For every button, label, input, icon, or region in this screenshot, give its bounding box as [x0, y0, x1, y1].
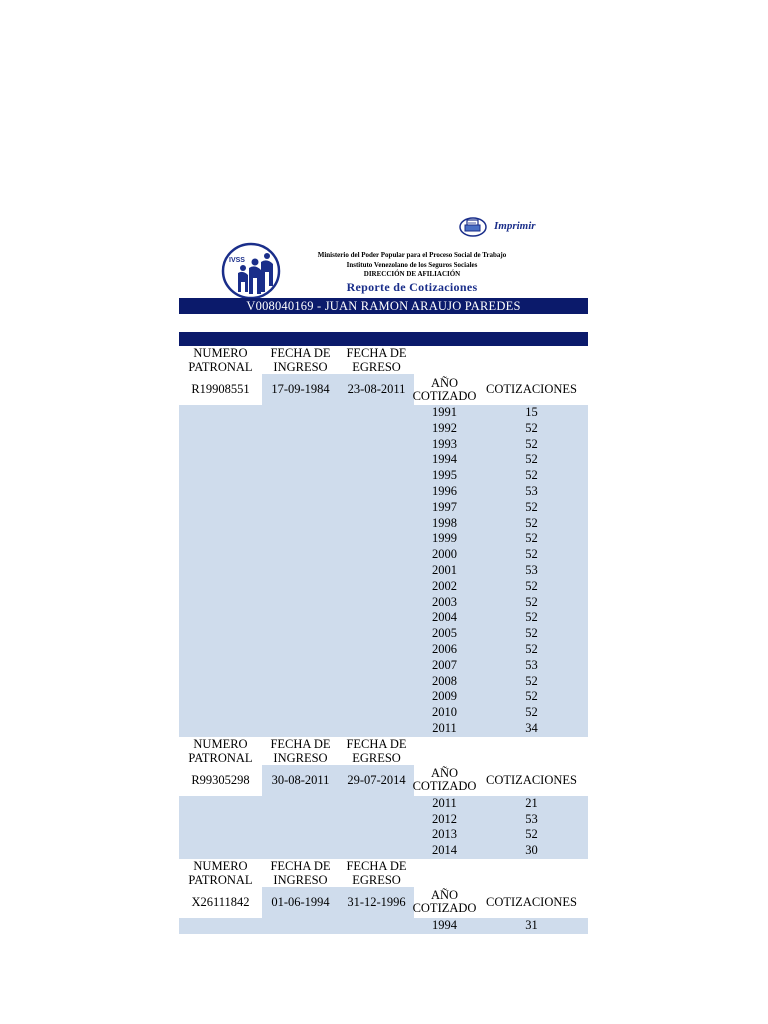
- year-row: [414, 405, 588, 421]
- employer-block: [179, 346, 588, 737]
- person-name-bar: V008040169 - JUAN RAMON ARAUJO PAREDES: [179, 298, 588, 314]
- divider-bar: [179, 332, 588, 346]
- numero-patronal: R99305298: [191, 772, 250, 787]
- year-cell: 2002: [432, 578, 457, 593]
- year-cell: 2006: [432, 641, 457, 656]
- year-row: [414, 516, 588, 532]
- count-cell: 52: [525, 673, 538, 688]
- year-row: [414, 796, 588, 812]
- year-cell: 1994: [432, 452, 457, 467]
- year-cell: 2005: [432, 626, 457, 641]
- years-list: [179, 796, 588, 859]
- year-cell: 2013: [432, 827, 457, 842]
- employer-block: [179, 737, 588, 859]
- ivss-logo: [221, 242, 281, 300]
- count-cell: 52: [525, 689, 538, 704]
- year-cell: 2010: [432, 705, 457, 720]
- employer-row: [179, 765, 588, 796]
- count-cell: 52: [525, 452, 538, 467]
- year-cell: 1999: [432, 531, 457, 546]
- year-cell: 2009: [432, 689, 457, 704]
- count-cell: 53: [525, 811, 538, 826]
- count-cell: 21: [525, 795, 538, 810]
- fecha-egreso-header: FECHA DE EGRESO: [346, 346, 407, 374]
- year-cell: 2012: [432, 811, 457, 826]
- year-row: [414, 610, 588, 626]
- ano-cotizado-header: AÑO COTIZADO: [412, 888, 477, 916]
- year-row: [414, 658, 588, 674]
- year-row: [414, 674, 588, 690]
- cotizaciones-header: COTIZACIONES: [486, 382, 577, 396]
- employer-row: [179, 887, 588, 918]
- employer-row: [179, 374, 588, 405]
- year-row: [414, 595, 588, 611]
- fecha-ingreso: 17-09-1984: [262, 374, 339, 405]
- fecha-egreso-header: FECHA DE EGRESO: [346, 736, 407, 765]
- count-cell: 52: [525, 499, 538, 514]
- count-cell: 52: [525, 626, 538, 641]
- count-cell: 52: [525, 827, 538, 842]
- fecha-egreso: 31-12-1996: [339, 887, 414, 918]
- employer-header-row: [179, 737, 588, 765]
- year-row: [414, 642, 588, 658]
- year-cell: 1996: [432, 483, 457, 498]
- count-cell: 52: [525, 547, 538, 562]
- count-cell: 52: [525, 578, 538, 593]
- ano-cotizado-header: AÑO COTIZADO: [412, 766, 477, 794]
- year-cell: 2007: [432, 657, 457, 672]
- years-list: [179, 918, 588, 934]
- year-row: [414, 531, 588, 547]
- count-cell: 52: [525, 515, 538, 530]
- year-row: [414, 421, 588, 437]
- print-button[interactable]: [458, 214, 536, 238]
- cotizaciones-header: COTIZACIONES: [486, 772, 577, 787]
- fecha-egreso: 23-08-2011: [339, 374, 414, 405]
- numero-patronal: R19908551: [191, 382, 250, 396]
- fecha-ingreso-header: FECHA DE INGRESO: [270, 858, 331, 887]
- year-cell: 1997: [432, 499, 457, 514]
- count-cell: 52: [525, 641, 538, 656]
- year-row: [414, 579, 588, 595]
- fecha-ingreso-header: FECHA DE INGRESO: [270, 736, 331, 765]
- numero-patronal-header: NUMERO PATRONAL: [188, 346, 253, 374]
- count-cell: 53: [525, 562, 538, 577]
- year-row: [414, 843, 588, 859]
- year-row: [414, 563, 588, 579]
- year-row: [414, 484, 588, 500]
- count-cell: 31: [525, 917, 538, 932]
- year-row: [414, 705, 588, 721]
- printer-icon: [458, 214, 492, 238]
- fecha-egreso: 29-07-2014: [339, 765, 414, 796]
- fecha-ingreso: 30-08-2011: [262, 765, 339, 796]
- year-row: [414, 812, 588, 828]
- employer-header-row: [179, 346, 588, 374]
- year-cell: 2014: [432, 843, 457, 858]
- year-rows: [414, 796, 588, 859]
- fecha-ingreso: 01-06-1994: [262, 887, 339, 918]
- years-list: [179, 405, 588, 737]
- year-cell: 1998: [432, 515, 457, 530]
- employer-block: [179, 859, 588, 934]
- year-cell: 2011: [432, 720, 457, 735]
- ano-cotizado-header: AÑO COTIZADO: [412, 375, 477, 403]
- count-cell: 30: [525, 843, 538, 858]
- numero-patronal-header: NUMERO PATRONAL: [188, 736, 253, 765]
- fecha-egreso-header: FECHA DE EGRESO: [346, 858, 407, 887]
- year-rows: [414, 405, 588, 737]
- year-row: [414, 500, 588, 516]
- year-cell: 1995: [432, 468, 457, 483]
- year-cell: 2003: [432, 594, 457, 609]
- year-row: [414, 827, 588, 843]
- year-row: [414, 547, 588, 563]
- institute-line: Instituto Venezolano de los Seguros Sociales: [346, 260, 478, 269]
- count-cell: 52: [525, 420, 538, 435]
- year-cell: 2000: [432, 547, 457, 562]
- numero-patronal: X26111842: [191, 894, 250, 909]
- count-cell: 52: [525, 436, 538, 451]
- fecha-ingreso-header: FECHA DE INGRESO: [270, 346, 331, 374]
- year-cell: 1994: [432, 917, 457, 932]
- year-cell: 1991: [432, 405, 457, 419]
- numero-patronal-header: NUMERO PATRONAL: [188, 858, 253, 887]
- report-title: Reporte de Cotizaciones: [346, 279, 478, 294]
- count-cell: 52: [525, 705, 538, 720]
- employer-header-row: [179, 859, 588, 887]
- year-row: [414, 437, 588, 453]
- count-cell: 52: [525, 531, 538, 546]
- print-label: Imprimir: [494, 220, 536, 232]
- year-cell: 2001: [432, 562, 457, 577]
- cotizaciones-header: COTIZACIONES: [486, 894, 577, 909]
- count-cell: 52: [525, 594, 538, 609]
- count-cell: 53: [525, 657, 538, 672]
- year-cell: 2011: [432, 795, 457, 810]
- year-cell: 1993: [432, 436, 457, 451]
- count-cell: 15: [525, 405, 538, 419]
- count-cell: 52: [525, 610, 538, 625]
- count-cell: 52: [525, 468, 538, 483]
- year-row: [414, 468, 588, 484]
- year-row: [414, 918, 588, 934]
- direction-line: DIRECCIÓN DE AFILIACIÓN: [363, 270, 461, 278]
- report-header: [300, 251, 524, 292]
- year-cell: 2008: [432, 673, 457, 688]
- ministry-line: Ministerio del Poder Popular para el Proceso Social de Trabajo: [317, 251, 507, 259]
- year-row: [414, 721, 588, 737]
- year-cell: 1992: [432, 420, 457, 435]
- year-row: [414, 452, 588, 468]
- count-cell: 34: [525, 720, 538, 735]
- contributions-table: [179, 346, 588, 934]
- year-rows: [414, 918, 588, 934]
- svg-text:IVSS: IVSS: [229, 257, 245, 264]
- year-cell: 2004: [432, 610, 457, 625]
- year-row: [414, 626, 588, 642]
- count-cell: 53: [525, 483, 538, 498]
- year-row: [414, 689, 588, 705]
